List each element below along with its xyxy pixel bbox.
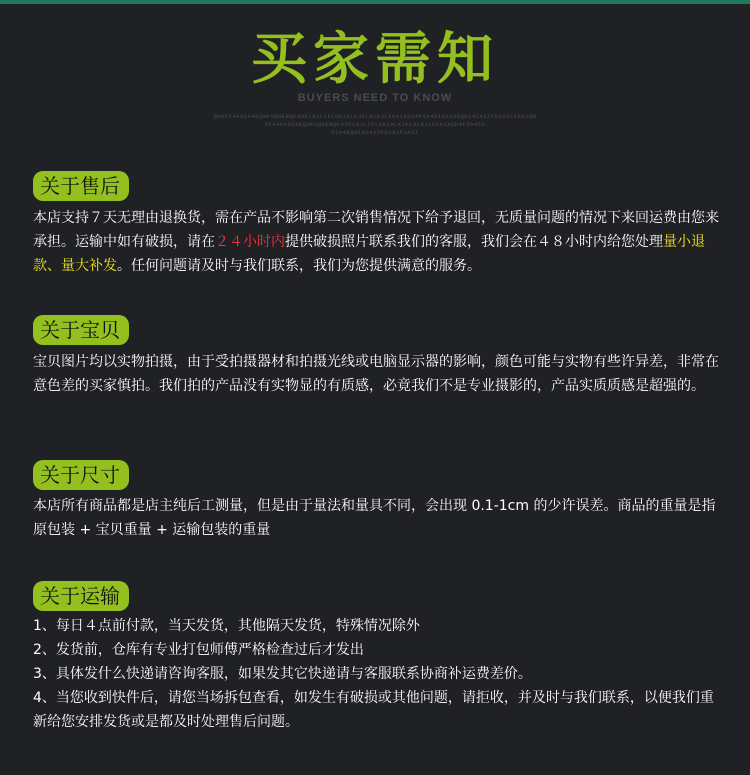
section-body-aftersale [33,206,723,278]
section-title-shipping: 关于运输 [33,581,129,611]
highlight-24h: ２４小时内 [215,234,285,250]
section-title-aftersale: 关于售后 [33,171,129,201]
aftersale-text-part: 。任何问题请及时与我们联系，我们为您提供满意的服务。 [117,258,481,274]
section-title-item: 关于宝贝 [33,315,129,345]
shipping-item: 4、当您收到快件后，请您当场拆包查看，如发生有破损或其他问题，请拒收，并及时与我们联系，以便我们重新给您安排发货或是都及时处理售后问题。 [33,690,714,730]
decorative-line: QWRFFAFADFAEQWFGQWERQFADFLAJLIFLDKJALKJFLALKJLFKA1ASD4F5A451D2A5EQW142412FD1A2F1A21QW [213,113,537,120]
decorative-text [0,113,750,137]
size-text: 本店所有商品都是店主纯后工测量，但是由于量法和量具不同，会出现 0.1-1cm 的少许误差。商品的重量是指原包装 + 宝贝重量 + 运输包装的重量 [33,498,716,538]
section-body-shipping [33,614,723,734]
section-title-size: 关于尺寸 [33,460,129,490]
shipping-item: 1、每日４点前付款，当天发货，其他隔天发货，特殊情况除外 [33,618,420,634]
page-subtitle: BUYERS NEED TO KNOW [297,92,453,104]
top-accent-bar [0,0,750,4]
item-text: 宝贝图片均以实物拍摄，由于受拍摄器材和拍摄光线或电脑显示器的影响，颜色可能与实物有些许异差，非常在意色差的买家慎拍。我们拍的产品没有实物显的有质感，必竟我们不是专业摄影的，产品实质质感是超强的。 [33,354,719,394]
aftersale-text [33,206,723,278]
decorative-line: D2A4EQW142412FD1A2F1A21 [331,129,419,136]
shipping-item: 3、具体发什么快递请咨询客服，如果发其它快递请与客服联系协商补运费差价。 [33,666,532,682]
aftersale-text-part: 本店支持７天无理由退换货，需在产品不影响第二次销售情况下给予退回，无质量问题的情况下来回运费由您来承担。运输中如有破损，请在 [33,210,719,250]
decorative-line: RFFAFADFAEQWFGQWERQFADFLAJLIFLDKJALKJFLALKJLFKA1ASD4F5A451 [264,121,486,128]
page-title: 买家需知 [251,27,499,92]
section-body-item [33,350,723,398]
shipping-item: 2、发货前，仓库有专业打包师傅严格检查过后才发出 [33,642,364,658]
highlight-refund: 量小退款、量大补发 [33,234,705,274]
section-body-size [33,494,723,542]
aftersale-text-part: 提供破损照片联系我们的客服，我们会在４８小时内给您处理 [285,234,663,250]
